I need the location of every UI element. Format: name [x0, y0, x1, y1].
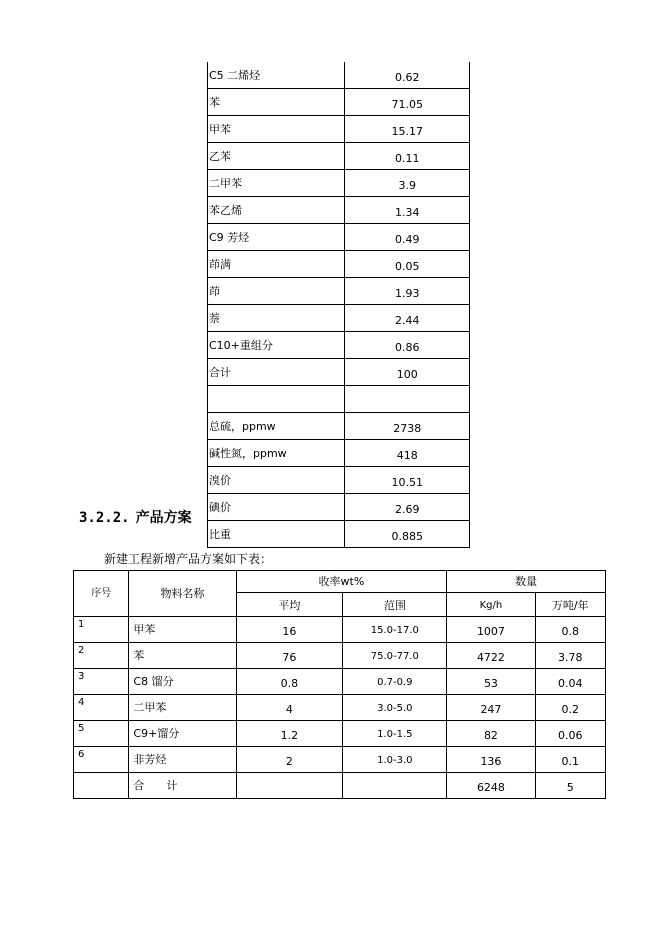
intro-text: 新建工程新增产品方案如下表：	[104, 552, 273, 566]
product-table	[73, 570, 606, 799]
total-avg-empty	[236, 773, 343, 799]
composition-name: 碘价	[208, 494, 345, 521]
product-header-row	[74, 571, 606, 593]
composition-name: 乙苯	[208, 143, 345, 170]
product-cell-wt: 0.04	[535, 669, 605, 695]
product-cell-avg: 4	[236, 695, 343, 721]
composition-value: 0.11	[345, 143, 470, 170]
composition-row	[208, 467, 470, 494]
header-name: 物料名称	[129, 571, 236, 617]
product-cell-range: 1.0-1.5	[343, 721, 447, 747]
composition-row	[208, 62, 470, 89]
product-row	[74, 695, 606, 721]
composition-name: 碱性氮，ppmw	[208, 440, 345, 467]
product-cell-name: 二甲苯	[129, 695, 236, 721]
composition-row	[208, 170, 470, 197]
total-label-b: 计	[166, 779, 178, 792]
product-cell-no: 4	[74, 695, 129, 721]
composition-value: 1.34	[345, 197, 470, 224]
product-cell-name: C9+馏分	[129, 721, 236, 747]
composition-value: 0.62	[345, 62, 470, 89]
composition-value: 2.44	[345, 305, 470, 332]
composition-value: 0.05	[345, 251, 470, 278]
composition-row	[208, 278, 470, 305]
product-cell-range: 3.0-5.0	[343, 695, 447, 721]
header-kgh: Kg/h	[447, 593, 535, 617]
product-cell-kgh: 4722	[447, 643, 535, 669]
composition-value: 2738	[345, 413, 470, 440]
total-no-empty	[74, 773, 129, 799]
product-cell-avg: 2	[236, 747, 343, 773]
composition-name: 二甲苯	[208, 170, 345, 197]
product-cell-wt: 0.06	[535, 721, 605, 747]
composition-row	[208, 251, 470, 278]
product-cell-no: 2	[74, 643, 129, 669]
product-cell-name: 非芳烃	[129, 747, 236, 773]
composition-value: 3.9	[345, 170, 470, 197]
composition-row	[208, 332, 470, 359]
composition-row	[208, 224, 470, 251]
product-cell-name: 苯	[129, 643, 236, 669]
product-row	[74, 747, 606, 773]
composition-value: 10.51	[345, 467, 470, 494]
composition-name: 苯	[208, 89, 345, 116]
composition-value: 1.93	[345, 278, 470, 305]
product-cell-kgh: 1007	[447, 617, 535, 643]
header-wt: 万吨/年	[535, 593, 605, 617]
composition-row	[208, 89, 470, 116]
product-cell-wt: 0.2	[535, 695, 605, 721]
composition-row	[208, 521, 470, 548]
composition-row	[208, 143, 470, 170]
product-cell-kgh: 247	[447, 695, 535, 721]
composition-value: 100	[345, 359, 470, 386]
header-yield: 收率wt%	[236, 571, 447, 593]
product-cell-no: 5	[74, 721, 129, 747]
composition-name: 溴价	[208, 467, 345, 494]
product-cell-kgh: 136	[447, 747, 535, 773]
product-cell-name: 甲苯	[129, 617, 236, 643]
composition-name: 总硫，ppmw	[208, 413, 345, 440]
composition-row	[208, 197, 470, 224]
composition-value: 2.69	[345, 494, 470, 521]
composition-row	[208, 494, 470, 521]
header-no: 序号	[74, 571, 129, 617]
product-row	[74, 617, 606, 643]
product-row	[74, 721, 606, 747]
section-heading	[79, 507, 192, 527]
product-cell-wt: 0.1	[535, 747, 605, 773]
composition-row	[208, 440, 470, 467]
composition-name: C9 芳烃	[208, 224, 345, 251]
product-cell-avg: 0.8	[236, 669, 343, 695]
composition-value	[345, 386, 470, 413]
product-cell-kgh: 82	[447, 721, 535, 747]
composition-name	[208, 386, 345, 413]
total-range-empty	[343, 773, 447, 799]
product-cell-range: 15.0-17.0	[343, 617, 447, 643]
composition-name: 甲苯	[208, 116, 345, 143]
composition-value: 71.05	[345, 89, 470, 116]
product-total-row	[74, 773, 606, 799]
composition-value: 0.49	[345, 224, 470, 251]
header-avg: 平均	[236, 593, 343, 617]
total-kgh: 6248	[447, 773, 535, 799]
composition-value: 15.17	[345, 116, 470, 143]
product-cell-avg: 16	[236, 617, 343, 643]
product-cell-no: 3	[74, 669, 129, 695]
product-cell-range: 75.0-77.0	[343, 643, 447, 669]
product-cell-range: 1.0-3.0	[343, 747, 447, 773]
product-cell-no: 1	[74, 617, 129, 643]
product-cell-wt: 0.8	[535, 617, 605, 643]
total-wt: 5	[535, 773, 605, 799]
composition-row	[208, 116, 470, 143]
composition-value: 0.885	[345, 521, 470, 548]
total-label	[129, 773, 236, 799]
header-range: 范围	[343, 593, 447, 617]
composition-table	[207, 62, 470, 548]
composition-name: 苯乙烯	[208, 197, 345, 224]
composition-row	[208, 305, 470, 332]
product-row	[74, 669, 606, 695]
composition-name: 茚	[208, 278, 345, 305]
product-cell-range: 0.7-0.9	[343, 669, 447, 695]
section-number: 3.2.2.	[79, 510, 130, 526]
composition-name: 合计	[208, 359, 345, 386]
composition-name: C10+重组分	[208, 332, 345, 359]
header-quantity: 数量	[447, 571, 606, 593]
product-cell-no: 6	[74, 747, 129, 773]
composition-row	[208, 413, 470, 440]
composition-row	[208, 359, 470, 386]
composition-name: 比重	[208, 521, 345, 548]
total-label-a: 合	[133, 779, 145, 792]
composition-table-body	[208, 62, 470, 548]
product-cell-kgh: 53	[447, 669, 535, 695]
product-cell-avg: 76	[236, 643, 343, 669]
composition-value: 0.86	[345, 332, 470, 359]
product-cell-avg: 1.2	[236, 721, 343, 747]
section-title: 产品方案	[135, 510, 192, 526]
product-cell-wt: 3.78	[535, 643, 605, 669]
product-cell-name: C8 馏分	[129, 669, 236, 695]
composition-row	[208, 386, 470, 413]
composition-name: 茚满	[208, 251, 345, 278]
product-row	[74, 643, 606, 669]
product-table-body	[74, 571, 606, 799]
composition-value: 418	[345, 440, 470, 467]
composition-name: 萘	[208, 305, 345, 332]
composition-name: C5 二烯烃	[208, 62, 345, 89]
